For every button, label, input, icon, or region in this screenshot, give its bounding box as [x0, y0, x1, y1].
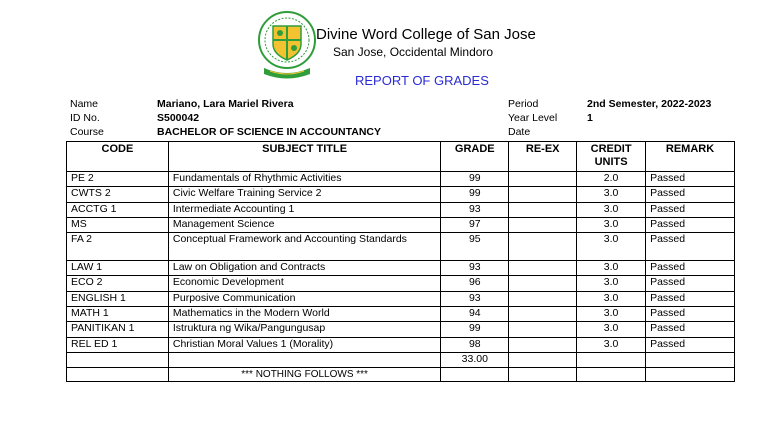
grade-cell: 96	[441, 276, 509, 291]
remark-cell: Passed	[646, 307, 735, 322]
course-code-cell: REL ED 1	[67, 337, 169, 352]
re-ex-cell	[509, 233, 577, 261]
re-ex-cell	[509, 291, 577, 306]
credit-units-cell: 3.0	[577, 187, 646, 202]
table-row	[67, 322, 735, 337]
table-row	[67, 291, 735, 306]
grade-cell: 93	[441, 202, 509, 217]
re-ex-cell	[509, 187, 577, 202]
header-subject-title: SUBJECT TITLE	[168, 142, 440, 172]
table-row	[67, 202, 735, 217]
grade-cell: 98	[441, 337, 509, 352]
re-ex-cell	[509, 172, 577, 187]
table-row	[67, 187, 735, 202]
course-code-cell: FA 2	[67, 233, 169, 261]
table-row	[67, 261, 735, 276]
table-row	[67, 233, 735, 261]
header-code: CODE	[67, 142, 169, 172]
grade-cell: 93	[441, 261, 509, 276]
grade-cell: 99	[441, 172, 509, 187]
name-label: Name	[70, 98, 99, 110]
grade-cell: 99	[441, 187, 509, 202]
table-row	[67, 276, 735, 291]
id-label: ID No.	[70, 112, 100, 124]
grades-table	[66, 141, 735, 382]
subject-title-cell: Management Science	[168, 217, 440, 232]
course-code-cell: MATH 1	[67, 307, 169, 322]
remark-cell: Passed	[646, 217, 735, 232]
subject-title-cell: Mathematics in the Modern World	[168, 307, 440, 322]
credit-units-cell: 2.0	[577, 172, 646, 187]
date-label: Date	[508, 126, 531, 138]
course-code-cell: PANITIKAN 1	[67, 322, 169, 337]
table-header-row	[67, 142, 735, 172]
footer-row	[67, 367, 735, 381]
course-code-cell: ECO 2	[67, 276, 169, 291]
header-credit-units: CREDIT UNITS	[577, 142, 646, 172]
header-re-ex: RE-EX	[509, 142, 577, 172]
credit-units-cell: 3.0	[577, 276, 646, 291]
re-ex-cell	[509, 261, 577, 276]
credit-units-cell: 3.0	[577, 322, 646, 337]
grade-cell: 93	[441, 291, 509, 306]
course-code-cell: ACCTG 1	[67, 202, 169, 217]
subject-title-cell: Istruktura ng Wika/Pangungusap	[168, 322, 440, 337]
credit-units-cell: 3.0	[577, 217, 646, 232]
re-ex-cell	[509, 217, 577, 232]
table-row	[67, 307, 735, 322]
credit-units-cell: 3.0	[577, 291, 646, 306]
credit-units-cell: 3.0	[577, 307, 646, 322]
subject-title-cell: Law on Obligation and Contracts	[168, 261, 440, 276]
credit-units-cell: 3.0	[577, 261, 646, 276]
id-value: S500042	[157, 112, 200, 124]
course-code-cell: ENGLISH 1	[67, 291, 169, 306]
grade-cell: 99	[441, 322, 509, 337]
course-code-cell: MS	[67, 217, 169, 232]
re-ex-cell	[509, 322, 577, 337]
credit-units-cell: 3.0	[577, 337, 646, 352]
subject-title-cell: Fundamentals of Rhythmic Activities	[168, 172, 440, 187]
remark-cell: Passed	[646, 172, 735, 187]
period-label: Period	[508, 98, 539, 110]
re-ex-cell	[509, 307, 577, 322]
grade-cell: 97	[441, 217, 509, 232]
course-value: BACHELOR OF SCIENCE IN ACCOUNTANCY	[157, 126, 382, 138]
table-row	[67, 217, 735, 232]
remark-cell: Passed	[646, 187, 735, 202]
course-code-cell: LAW 1	[67, 261, 169, 276]
grade-cell: 95	[441, 233, 509, 261]
remark-cell: Passed	[646, 337, 735, 352]
header-grade: GRADE	[441, 142, 509, 172]
subject-title-cell: Christian Moral Values 1 (Morality)	[168, 337, 440, 352]
remark-cell: Passed	[646, 233, 735, 261]
name-value: Mariano, Lara Mariel Rivera	[157, 98, 294, 110]
credit-units-cell: 3.0	[577, 233, 646, 261]
subject-title-cell: Economic Development	[168, 276, 440, 291]
table-row	[67, 337, 735, 352]
remark-cell: Passed	[646, 261, 735, 276]
school-address: San Jose, Occidental Mindoro	[333, 45, 494, 59]
year-level-value: 1	[587, 112, 593, 124]
header-remark: REMARK	[646, 142, 735, 172]
year-level-label: Year Level	[508, 112, 558, 124]
school-name: Divine Word College of San Jose	[316, 26, 536, 43]
course-code-cell: PE 2	[67, 172, 169, 187]
remark-cell: Passed	[646, 322, 735, 337]
remark-cell: Passed	[646, 291, 735, 306]
course-label: Course	[70, 126, 104, 138]
subject-title-cell: Intermediate Accounting 1	[168, 202, 440, 217]
course-code-cell: CWTS 2	[67, 187, 169, 202]
credit-units-cell: 3.0	[577, 202, 646, 217]
report-title: REPORT OF GRADES	[355, 73, 489, 88]
re-ex-cell	[509, 276, 577, 291]
remark-cell: Passed	[646, 202, 735, 217]
nothing-follows-note: *** NOTHING FOLLOWS ***	[168, 367, 440, 381]
average-row	[67, 352, 735, 367]
grade-cell: 94	[441, 307, 509, 322]
subject-title-cell: Conceptual Framework and Accounting Standards	[168, 233, 440, 261]
re-ex-cell	[509, 202, 577, 217]
college-seal-icon	[256, 10, 318, 82]
subject-title-cell: Civic Welfare Training Service 2	[168, 187, 440, 202]
subject-title-cell: Purposive Communication	[168, 291, 440, 306]
period-value: 2nd Semester, 2022-2023	[587, 98, 712, 110]
remark-cell: Passed	[646, 276, 735, 291]
re-ex-cell	[509, 337, 577, 352]
table-row	[67, 172, 735, 187]
average-grade: 33.00	[441, 352, 509, 367]
